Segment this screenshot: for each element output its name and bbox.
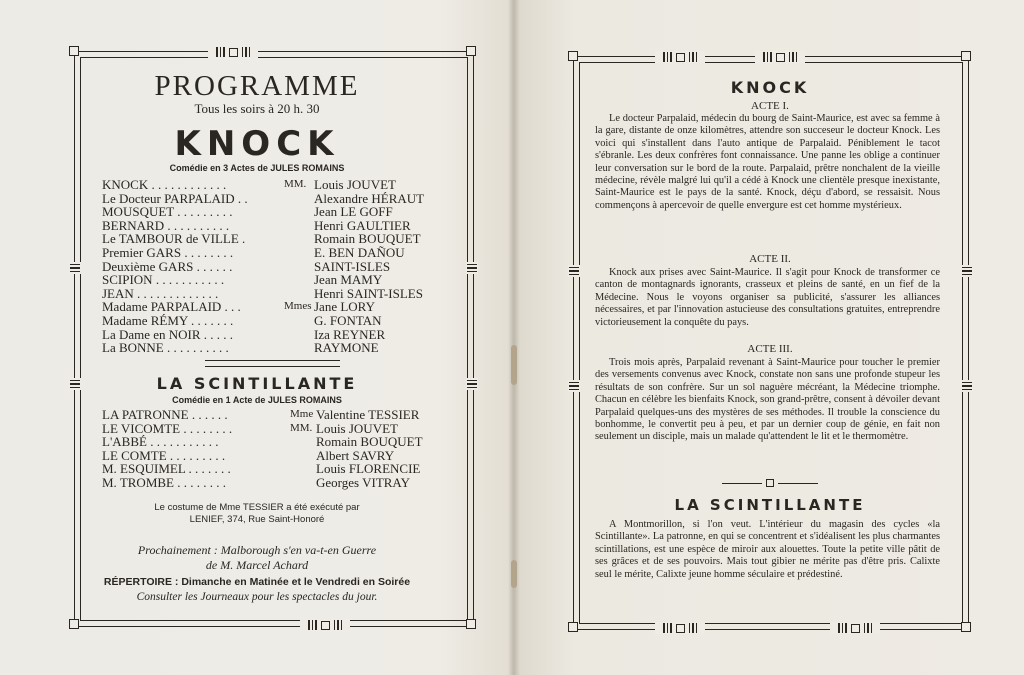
cast-row xyxy=(102,328,462,342)
cast-role: Deuxième GARS . . . . . . xyxy=(102,258,233,274)
cast-role: La BONNE . . . . . . . . . . xyxy=(102,340,229,356)
programme-title: PROGRAMME xyxy=(154,70,360,102)
acte-2-text: Knock aux prises avec Saint-Maurice. Il s'agit pour Knock de transformer ce canton de montagnards ignorants, crasseux et pleins de santé, en un fief de la Médecine. Nous le voyons organiser sa publicité, s'assurer les alliances nécessaires, et par l'innovation astucieuse des consultations gratuites, entreprendre victorieusement la conquête du pays. xyxy=(595,267,940,328)
cast-row xyxy=(102,260,462,274)
cast-actor: Alexandre HÉRAUT xyxy=(314,190,425,206)
border-ornament xyxy=(568,265,580,277)
cast-row xyxy=(102,341,462,355)
cast-row xyxy=(102,300,462,314)
cast-actor: Georges VITRAY xyxy=(316,474,411,490)
cast-actor: Henri SAINT-ISLES xyxy=(314,285,423,301)
cast-role: LA PATRONNE . . . . . . xyxy=(102,407,228,422)
cast-actor: SAINT-ISLES xyxy=(314,258,391,274)
cast-actor: Romain BOUQUET xyxy=(316,434,423,450)
cast-row xyxy=(102,232,462,246)
section-divider xyxy=(205,360,340,367)
acte-2-heading: ACTE II. xyxy=(749,253,791,265)
border-ornament xyxy=(961,265,973,277)
acte-1-heading: ACTE I. xyxy=(751,100,789,112)
cast-actor: Louis FLORENCIE xyxy=(316,461,421,477)
cast-row xyxy=(102,476,462,490)
costume-credit-line1: Le costume de Mme TESSIER a été exécuté par xyxy=(154,502,360,513)
costume-credit-line2: LENIEF, 374, Rue Saint-Honoré xyxy=(189,514,325,525)
corner-ornament xyxy=(466,619,476,629)
prochainement-line2: de M. Marcel Achard xyxy=(205,558,309,572)
cast-role: KNOCK . . . . . . . . . . . . xyxy=(102,177,227,192)
scintillante-cast-list xyxy=(102,408,462,490)
cast-role: Premier GARS . . . . . . . . xyxy=(102,244,234,260)
cast-actor: Iza REYNER xyxy=(314,326,386,342)
cast-actor: Louis JOUVET xyxy=(316,420,398,436)
cast-role: SCIPION . . . . . . . . . . . xyxy=(102,272,225,288)
cast-prefix: MM. xyxy=(290,421,313,434)
cast-actor: Louis JOUVET xyxy=(314,177,396,192)
cast-actor: Albert SAVRY xyxy=(316,447,395,463)
corner-ornament xyxy=(69,619,79,629)
scintillante-title: LA SCINTILLANTE xyxy=(156,374,358,393)
corner-ornament xyxy=(568,622,578,632)
cast-actor: Henri GAULTIER xyxy=(314,217,411,233)
border-ornament xyxy=(69,262,81,274)
cast-role: Madame PARPALAID . . . xyxy=(102,299,241,315)
acte-1-text: Le docteur Parpalaid, médecin du bourg de Saint-Maurice, est avec sa femme à la gare, distante de onze kilomètres, attendre son succeseur le docteur Knock. Les voici qui s'installent dans l'auto antique de Parpalaid. Péniblement le tacot s'ébranle. Les deux confrères font connaissance. Une panne les oblige a continuer leur conversation sur le bord de la route. Parpalaid, prêtre nonchalent de la vieille médecine, révèle malgré lui qu'il a cédé à Knock une clientèle presque inexistante, Saint-Maurice est le pays de la santé. Knock, déçu d'abord, se ressaisit. Nous commençons à apercevoir de quelle envergure est cet homme mystérieux. xyxy=(595,113,940,211)
cast-actor: G. FONTAN xyxy=(314,312,382,328)
cast-actor: Jane LORY xyxy=(314,299,376,315)
cast-row xyxy=(102,408,462,422)
cast-row xyxy=(102,192,462,206)
corner-ornament xyxy=(466,46,476,56)
scintillante-description: Comédie en 1 Acte de JULES ROMAINS xyxy=(172,395,342,405)
cast-role: Madame RÉMY . . . . . . . xyxy=(102,312,234,328)
knock-synopsis-title: KNOCK xyxy=(730,78,810,97)
cast-row xyxy=(102,205,462,219)
knock-title: KNOCK xyxy=(174,124,340,164)
cast-role: BERNARD . . . . . . . . . . xyxy=(102,217,230,233)
cast-prefix: Mme xyxy=(290,408,314,420)
cast-row xyxy=(102,178,462,192)
cast-role: M. ESQUIMEL . . . . . . . xyxy=(102,461,231,477)
border-ornament xyxy=(655,51,705,63)
synopsis-divider xyxy=(720,478,820,488)
cast-row xyxy=(102,462,462,476)
cast-role: JEAN . . . . . . . . . . . . . xyxy=(102,285,219,301)
programme-subtitle: Tous les soirs à 20 h. 30 xyxy=(194,101,320,116)
border-ornament xyxy=(655,622,705,634)
corner-ornament xyxy=(69,46,79,56)
cast-actor: Valentine TESSIER xyxy=(316,407,420,422)
prochainement-line1: Prochainement : Malborough s'en va-t-en Guerre xyxy=(137,543,377,557)
cast-role: LE VICOMTE . . . . . . . . xyxy=(102,420,233,436)
cast-role: Le Docteur PARPALAID . . xyxy=(102,190,248,206)
cast-actor: Jean LE GOFF xyxy=(314,204,393,220)
border-ornament xyxy=(961,380,973,392)
border-ornament xyxy=(466,262,478,274)
cast-actor: Jean MAMY xyxy=(314,272,383,288)
cast-actor: Romain BOUQUET xyxy=(314,231,421,247)
scintillante-text: A Montmorillon, si l'on veut. L'intérieur du magasin des cycles «la Scintillante». La patronne, en qui se concentrent et s'idéalisent les plus charmantes scintillations, est une espèce de miroir aux alouettes. Toute la petite ville pâtit de ses grâces et de ses pouvoirs. Mais tout gibier ne mérite pas d'être pris. Calixte seul le mérite, Calixte jeune homme séculaire et prédestiné. xyxy=(595,519,940,580)
cast-row xyxy=(102,246,462,260)
cast-role: L'ABBÉ . . . . . . . . . . . xyxy=(102,434,219,450)
cast-row xyxy=(102,273,462,287)
corner-ornament xyxy=(568,51,578,61)
corner-ornament xyxy=(961,51,971,61)
cast-role: LE COMTE . . . . . . . . . xyxy=(102,447,226,463)
cast-row xyxy=(102,422,462,436)
cast-row xyxy=(102,314,462,328)
corner-ornament xyxy=(961,622,971,632)
border-ornament xyxy=(300,619,350,631)
scintillante-synopsis-title: LA SCINTILLANTE xyxy=(674,496,866,514)
cast-prefix: MM. xyxy=(284,178,307,190)
cast-role: MOUSQUET . . . . . . . . . xyxy=(102,204,233,220)
acte-3-heading: ACTE III. xyxy=(747,343,793,355)
cast-role: M. TROMBE . . . . . . . . xyxy=(102,474,226,490)
cast-row xyxy=(102,449,462,463)
cast-row xyxy=(102,219,462,233)
cast-row xyxy=(102,435,462,449)
border-ornament xyxy=(755,51,805,63)
repertoire-line: RÉPERTOIRE : Dimanche en Matinée et le Vendredi en Soirée xyxy=(103,576,411,588)
cast-actor: E. BEN DAÑOU xyxy=(314,244,405,260)
cast-row xyxy=(102,287,462,301)
consult-line: Consulter les Journeaux pour les spectacles du jour. xyxy=(136,591,378,603)
cast-actor: RAYMONE xyxy=(314,340,379,356)
knock-description: Comédie en 3 Actes de JULES ROMAINS xyxy=(169,163,345,173)
cast-role: La Dame en NOIR . . . . . xyxy=(102,326,234,342)
cast-prefix: Mmes xyxy=(284,300,312,313)
border-ornament xyxy=(208,46,258,58)
cast-role: Le TAMBOUR de VILLE . xyxy=(102,231,246,247)
knock-cast-list xyxy=(102,178,462,355)
acte-3-text: Trois mois après, Parpalaid revenant à Saint-Maurice pour toucher le premier des versements convenus avec Knock, constate non sans une profonde stupeur les résultats de son confrère. Sur un sol naguère mécréant, la Médecine triomphe. Chacun en célèbre les bienfaits Knock, son grand-prêtre, consent à dévoiler devant Parpalaid quelques-uns des mystères de ses méthodes. Il trouble la conscience du bonhomme, le convertit peu à peu, et par un dernier coup de génie, en fait non seulement un disciple, mais un malade qu'attendent le lit et le thermomètre. xyxy=(595,357,940,443)
border-ornament xyxy=(568,380,580,392)
border-ornament xyxy=(830,622,880,634)
